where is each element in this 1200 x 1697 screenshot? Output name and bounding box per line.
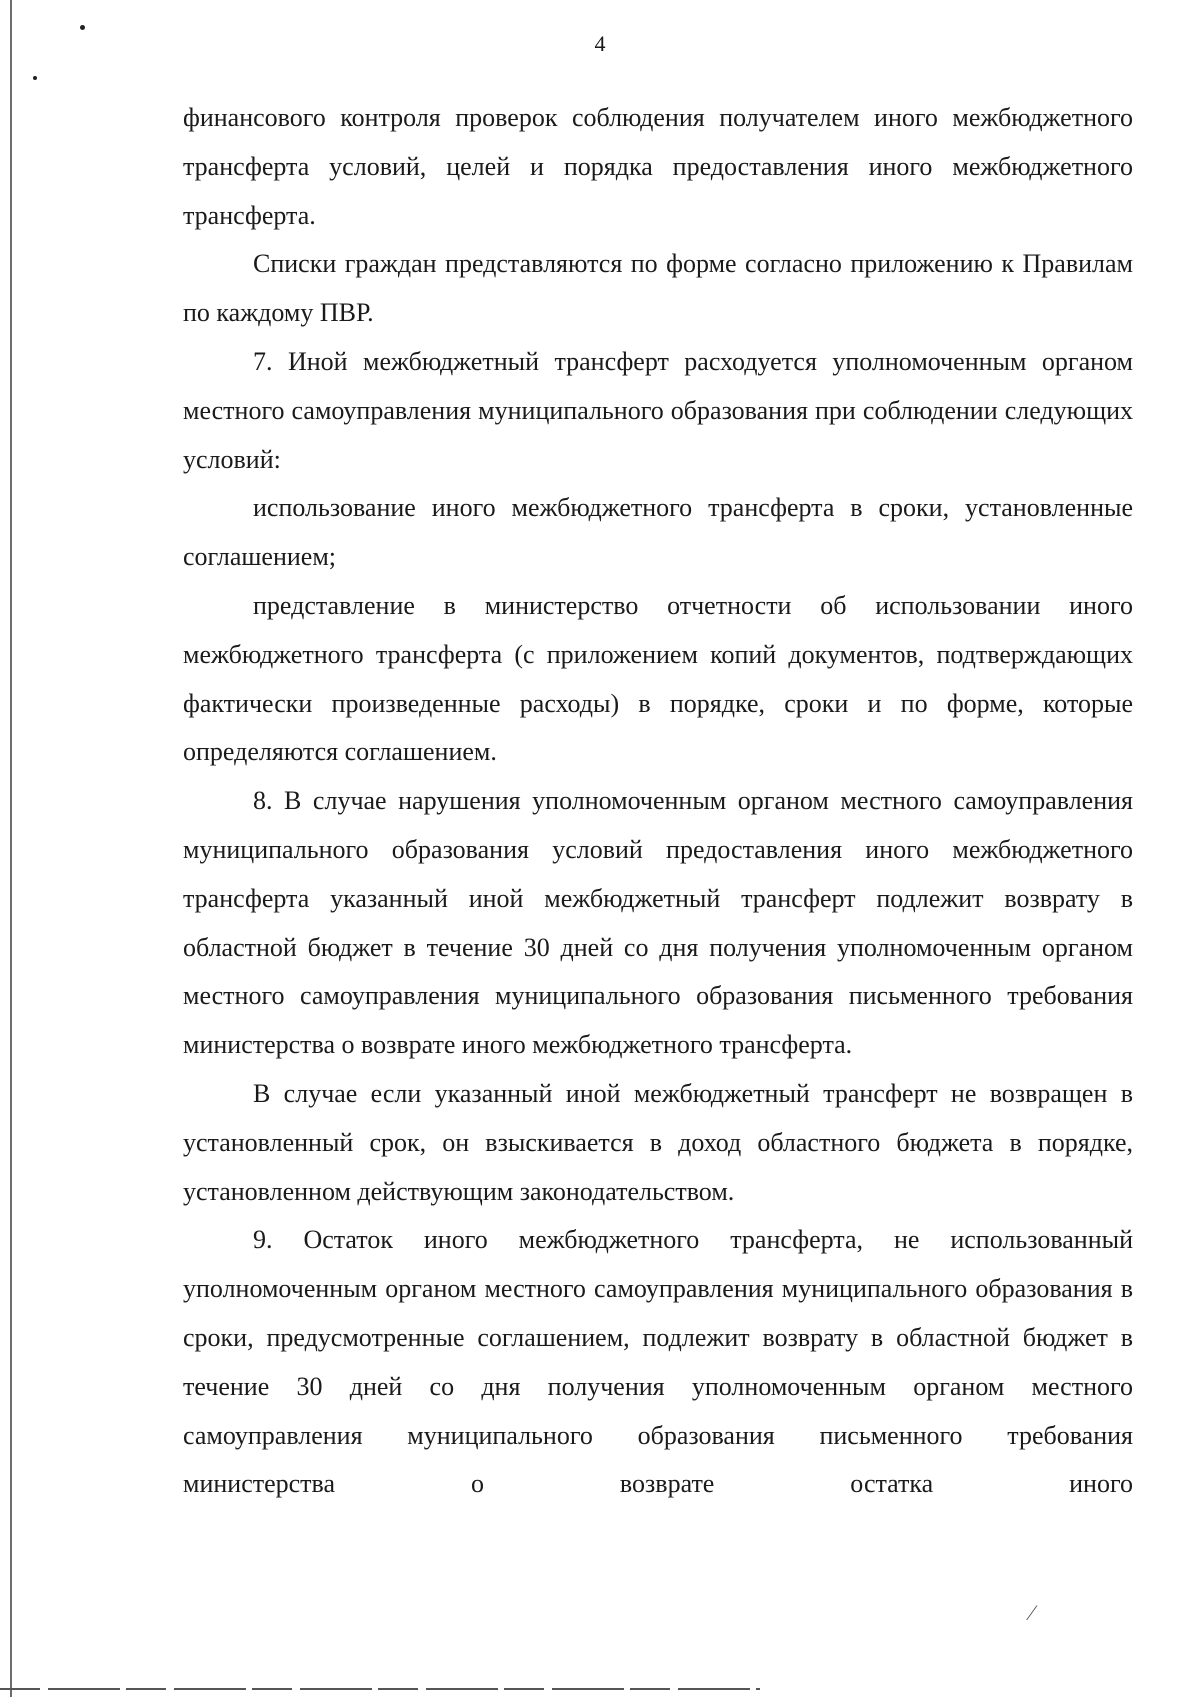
document-body [183,94,1133,1509]
paragraph-lists-form: Списки граждан представляются по форме согласно приложению к Правилам по каждому ПВР. [183,249,1133,328]
paragraph-clause-8: 8. В случае нарушения уполномоченным органом местного самоуправления муниципального образования условий предоставления иного межбюджетного трансферта указанный иной межбюджетный трансферт подлежит возврату в областной бюджет в течение 30 дней со дня получения уполномоченным органом местного самоуправления муниципального образования письменного требования министерства о возврате иного межбюджетного трансферта. [183,786,1133,1060]
paragraph-clause-9: 9. Остаток иного межбюджетного трансферта, не использованный уполномоченным органом местного самоуправления муниципального образования в сроки, предусмотренные соглашением, подлежит возврату в областной бюджет в течение 30 дней со дня получения уполномоченным органом местного самоуправления муниципального образования письменного требования министерства о возврате остатка иного [183,1225,1133,1499]
handwritten-mark: ⁄ [1030,1600,1034,1625]
scan-left-edge [10,0,12,1697]
paragraph-clause-7: 7. Иной межбюджетный трансферт расходуется уполномоченным органом местного самоуправления муниципального образования при соблюдении следующих условий: [183,346,1133,474]
paragraph-condition-reporting: представление в министерство отчетности об использовании иного межбюджетного трансферта (с приложением копий документов, подтверждающих фактически произведенные расходы) в порядке, сроки и по форме, которые определяются соглашением. [183,590,1133,767]
scan-speck [33,76,37,80]
paragraph-continuation: финансового контроля проверок соблюдения получателем иного межбюджетного трансферта условий, целей и порядка предоставления иного межбюджетного трансферта. [183,103,1133,230]
page-number: 4 [594,31,606,56]
paragraph-recovery: В случае если указанный иной межбюджетный трансферт не возвращен в установленный срок, он взыскивается в доход областного бюджета в порядке, установленном действующим законодательством. [183,1078,1133,1206]
scan-bottom-edge [0,1688,760,1690]
paragraph-condition-usage: использование иного межбюджетного трансферта в сроки, установленные соглашением; [183,493,1133,572]
